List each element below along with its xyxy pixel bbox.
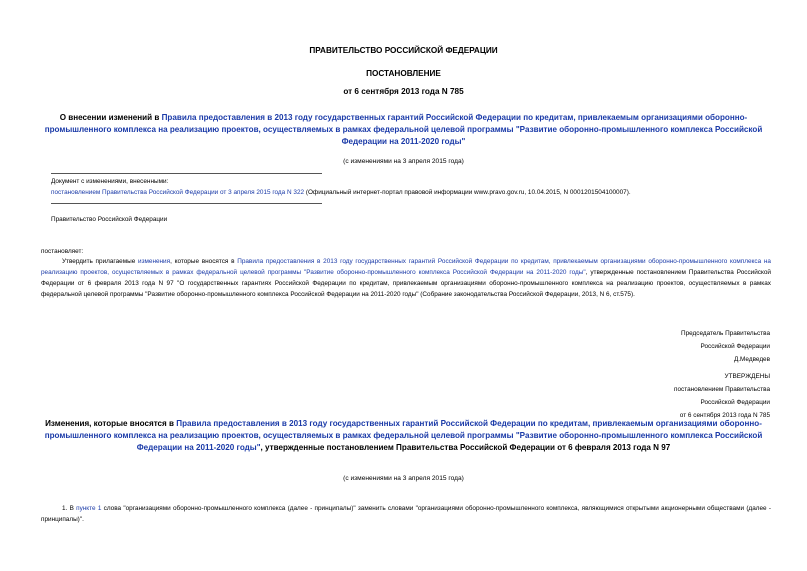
changes-edits-note: (с изменениями на 3 апреля 2015 года) — [343, 475, 464, 482]
approved-label: УТВЕРЖДЕНЫ — [724, 373, 770, 380]
p1-text-a: Утвердить прилагаемые — [62, 258, 138, 265]
changes-heading — [40, 418, 767, 454]
signature-position: Председатель Правительства — [681, 330, 770, 337]
document-type: ПОСТАНОВЛЕНИЕ — [366, 69, 441, 78]
amendment-publication: (Официальный интернет-портал правовой информации www.pravo.gov.ru, 10.04.2015, N 0001201504100007). — [304, 189, 631, 196]
document-date-number: от 6 сентября 2013 года N 785 — [343, 87, 464, 96]
approved-block — [570, 370, 770, 422]
signature-block — [570, 327, 770, 366]
changes-prefix: Изменения, которые вносятся в — [45, 419, 177, 428]
approved-country: Российской Федерации — [700, 399, 770, 406]
changes-suffix: , утвержденные постановлением Правительства Российской Федерации от 6 февраля 2013 года N 97 — [260, 443, 671, 452]
amendment-link[interactable]: постановлением Правительства Российской Федерации от 3 апреля 2015 года N 322 — [51, 189, 305, 196]
item-1 — [41, 503, 771, 525]
approved-by: постановлением Правительства — [674, 386, 770, 393]
changes-rules-link[interactable]: Правила предоставления в 2013 году государственных гарантий Российской Федерации по кредитам, привлекаемым организациями оборонно-промышленного комплекса на реализацию проектов, осуществляемых в рамках федеральной целевой программы "Развитие оборонно-промышленного комплекса Российской Федерации на 2011-2020 годы" — [44, 419, 763, 452]
p1-text-c: , утвержденные постановлением Правительства Российской Федерации от 6 февраля 2013 года N 97 "О государственных гарантиях Российской Федерации по кредитам, привлекаемым организациями оборонно-промышленного комплекса на реализацию проектов, осуществляемых в рамках федеральной целевой программы "Развитие оборонно-промышленного комплекса Российской Федерации на 2011-2020 годы" (Собрание законодательства Российской Федерации, 2013, N 6, ст.575). — [41, 269, 771, 298]
heading-rules-link[interactable]: Правила предоставления в 2013 году государственных гарантий Российской Федерации по кредитам, привлекаемым организациями оборонно-промышленного комплекса на реализацию проектов, осуществляемых в рамках федеральной целевой программы "Развитие оборонно-промышленного комплекса Российской Федерации на 2011-2020 годы" — [44, 113, 763, 146]
edits-note: (с изменениями на 3 апреля 2015 года) — [343, 158, 464, 165]
divider-top — [51, 173, 322, 174]
changes-link[interactable]: изменения — [138, 258, 171, 265]
approved-date: от 6 сентября 2013 года N 785 — [679, 412, 770, 419]
item-1-a: 1. В — [62, 505, 77, 512]
amendments-source — [51, 187, 791, 198]
item-1-link[interactable]: пункте 1 — [76, 505, 102, 512]
heading-prefix: О внесении изменений в — [59, 113, 162, 122]
signature-country: Российской Федерации — [700, 343, 770, 350]
government-title: ПРАВИТЕЛЬСТВО РОССИЙСКОЙ ФЕДЕРАЦИИ — [309, 46, 498, 55]
resolves-label: постановляет: — [41, 248, 84, 255]
paragraph-1 — [41, 256, 771, 300]
p1-text-b: , которые вносятся в — [170, 258, 238, 265]
divider-bottom — [51, 203, 322, 204]
rules-link[interactable]: Правила предоставления в 2013 году государственных гарантий Российской Федерации по кредитам, привлекаемым организациями оборонно-промышленного комплекса на реализацию проектов, осуществляемых в рамках федеральной целевой программы "Развитие оборонно-промышленного комплекса Российской Федерации на 2011-2020 годы" — [41, 258, 771, 276]
item-1-b: слова "организациями оборонно-промышленного комплекса (далее - принципалы)" заменить словами "организациями оборонно-промышленного комплекса, являющимися открытыми акционерными обществами (далее - принципалы)". — [41, 505, 771, 523]
issuer: Правительство Российской Федерации — [51, 216, 168, 223]
signature-name: Д.Медведев — [733, 356, 770, 363]
document-heading — [30, 112, 777, 148]
amendments-intro: Документ с изменениями, внесенными: — [51, 178, 169, 185]
